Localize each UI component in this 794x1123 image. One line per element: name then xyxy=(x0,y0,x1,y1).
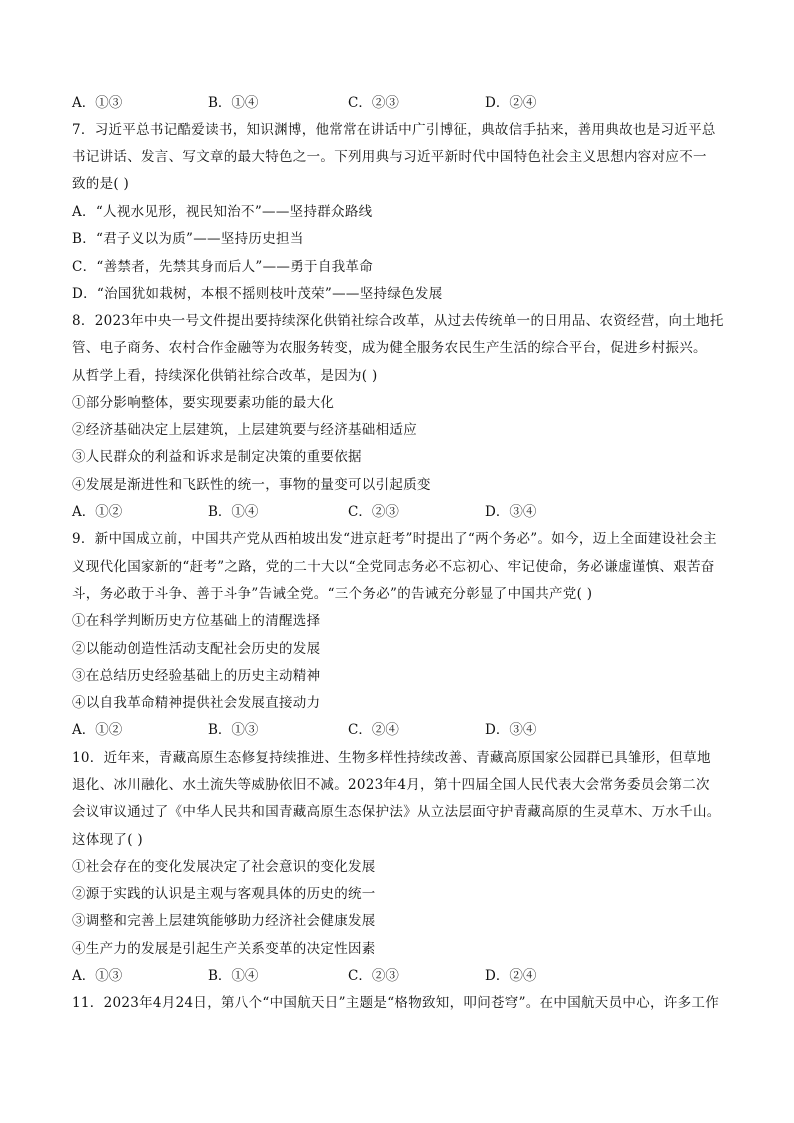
option-b[interactable]: B．①③ xyxy=(208,722,259,738)
q9-stem-line: 斗，务必敢于斗争、善于斗争”告诫全党。“三个务必”的告诫充分彰显了中国共产党( ) xyxy=(72,586,593,602)
option-d[interactable]: D．②④ xyxy=(485,95,537,111)
q7-stem-line: 7．习近平总书记酷爱读书，知识渊博，他常常在讲话中广引博征，典故信手拈来，善用典故也是习近平总 xyxy=(72,122,716,138)
q7-stem-line: 致的是( ) xyxy=(72,176,130,192)
q9-item: ①在科学判断历史方位基础上的清醒选择 xyxy=(72,613,321,629)
q8-item: ①部分影响整体，要实现要素功能的最大化 xyxy=(72,395,335,411)
q10-stem-line: 10．近年来，青藏高原生态修复持续推进、生物多样性持续改善、青藏高原国家公园群已具雏形，但草地 xyxy=(72,750,711,766)
q8-item: ③人民群众的利益和诉求是制定决策的重要依据 xyxy=(72,449,362,465)
q8-options xyxy=(72,503,732,521)
q8-stem-line: 从哲学上看，持续深化供销社综合改革，是因为( ) xyxy=(72,368,378,384)
q10-stem-line: 这体现了( ) xyxy=(72,832,143,848)
q9-options xyxy=(72,721,732,739)
q8-item: ④发展是渐进性和飞跃性的统一，事物的量变可以引起质变 xyxy=(72,477,431,493)
q9-stem-line: 9．新中国成立前，中国共产党从西柏坡出发“进京赶考”时提出了“两个务必”。如今，迈上全面建设社会主 xyxy=(72,531,717,547)
option-a[interactable]: A．①② xyxy=(72,504,123,520)
option-a[interactable]: A．①③ xyxy=(72,95,123,111)
q9-item: ④以自我革命精神提供社会发展直接动力 xyxy=(72,695,321,711)
option-c[interactable]: C．②③ xyxy=(348,95,399,111)
option-c[interactable]: C．②③ xyxy=(348,504,399,520)
option-c[interactable]: C．②④ xyxy=(348,722,399,738)
q8-stem-line: 管、电子商务、农村合作金融等为农服务转变，成为健全服务农民生产生活的综合平台，促进乡村振兴。 xyxy=(72,340,707,356)
q7-choice-c[interactable]: C．“善禁者，先禁其身而后人”——勇于自我革命 xyxy=(72,259,374,275)
q7-choice-b[interactable]: B．“君子义以为质”——坚持历史担当 xyxy=(72,231,304,247)
q10-item: ③调整和完善上层建筑能够助力经济社会健康发展 xyxy=(72,913,376,929)
option-d[interactable]: D．③④ xyxy=(485,722,537,738)
q11-stem-line: 11．2023年4月24日，第八个“中国航天日”主题是“格物致知，叩问苍穹”。在中国航天员中心，许多工作 xyxy=(72,995,720,1011)
option-a[interactable]: A．①③ xyxy=(72,968,123,984)
q10-options xyxy=(72,967,732,985)
q10-item: ①社会存在的变化发展决定了社会意识的变化发展 xyxy=(72,859,376,875)
q7-choice-d[interactable]: D．“治国犹如栽树，本根不摇则枝叶茂荣”——坚持绿色发展 xyxy=(72,286,443,302)
q9-item: ②以能动创造性活动支配社会历史的发展 xyxy=(72,641,321,657)
q8-stem-line: 8．2023年中央一号文件提出要持续深化供销社综合改革，从过去传统单一的日用品、农资经营，向土地托 xyxy=(72,313,724,329)
q10-item: ②源于实践的认识是主观与客观具体的历史的统一 xyxy=(72,886,376,902)
q10-item: ④生产力的发展是引起生产关系变革的决定性因素 xyxy=(72,941,376,957)
q7-choice-a[interactable]: A．“人视水见形，视民知治不”——坚持群众路线 xyxy=(72,204,373,220)
q9-item: ③在总结历史经验基础上的历史主动精神 xyxy=(72,668,321,684)
option-a[interactable]: A．①② xyxy=(72,722,123,738)
q7-stem-line: 书记讲话、发言、写文章的最大特色之一。下列用典与习近平新时代中国特色社会主义思想内容对应不一 xyxy=(72,149,707,165)
option-d[interactable]: D．②④ xyxy=(485,968,537,984)
option-b[interactable]: B．①④ xyxy=(208,95,259,111)
prev-question-options xyxy=(72,94,732,112)
q8-item: ②经济基础决定上层建筑，上层建筑要与经济基础相适应 xyxy=(72,422,417,438)
q9-stem-line: 义现代化国家新的“赶考”之路，党的二十大以“全党同志务必不忘初心、牢记使命，务必谦虚谨慎、艰苦奋 xyxy=(72,559,715,575)
option-d[interactable]: D．③④ xyxy=(485,504,537,520)
option-c[interactable]: C．②③ xyxy=(348,968,399,984)
option-b[interactable]: B．①④ xyxy=(208,504,259,520)
option-b[interactable]: B．①④ xyxy=(208,968,259,984)
q10-stem-line: 会议审议通过了《中华人民共和国青藏高原生态保护法》从立法层面守护青藏高原的生灵草木、万水千山。 xyxy=(72,804,721,820)
q10-stem-line: 退化、冰川融化、水土流失等威胁依旧不减。2023年4月，第十四届全国人民代表大会常务委员会第二次 xyxy=(72,777,710,793)
